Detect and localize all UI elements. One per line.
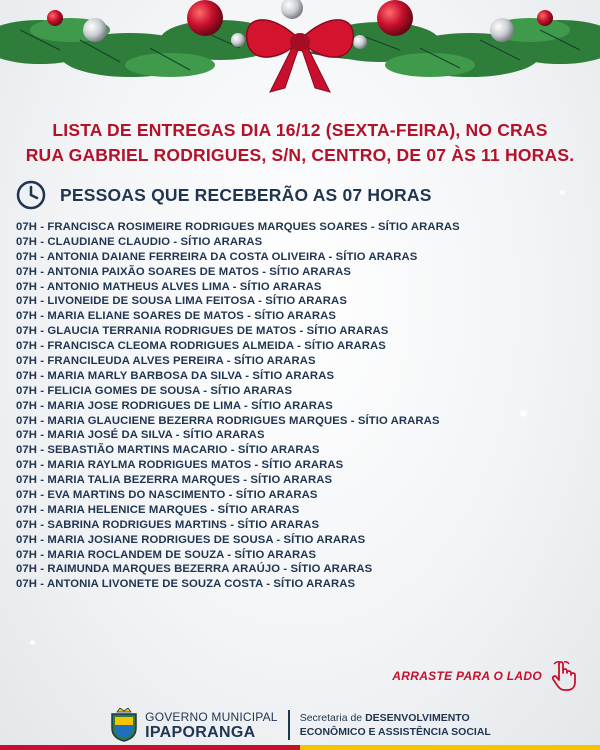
gov-label: GOVERNO MUNICIPAL <box>145 710 278 724</box>
swipe-hand-icon <box>550 660 578 692</box>
delivery-list <box>16 220 586 592</box>
list-item: 07H - MARIA JOSIANE RODRIGUES DE SOUSA - SÍTIO ARARAS <box>16 533 366 546</box>
list-item: 07H - FRANCISCA CLEOMA RODRIGUES ALMEIDA - SÍTIO ARARAS <box>16 340 386 353</box>
list-item: 07H - SABRINA RODRIGUES MARTINS - SÍTIO ARARAS <box>16 518 320 531</box>
list-item: 07H - LIVONEIDE DE SOUSA LIMA FEITOSA - SÍTIO ARARAS <box>16 295 347 308</box>
list-item: 07H - MARIA ROCLANDEM DE SOUZA - SÍTIO ARARAS <box>16 548 317 561</box>
municipal-crest-icon <box>109 708 139 742</box>
list-item: 07H - MARIA TALIA BEZERRA MARQUES - SÍTIO ARARAS <box>16 474 333 487</box>
government-logo <box>109 708 278 742</box>
footer-stripe <box>0 745 600 750</box>
clock-icon <box>16 180 46 210</box>
list-item: 07H - FRANCISCA ROSIMEIRE RODRIGUES MARQUES SOARES - SÍTIO ARARAS <box>16 221 460 233</box>
title-line-2: RUA GABRIEL RODRIGUES, S/N, CENTRO, DE 07 ÀS 11 HORAS. <box>25 145 575 165</box>
list-item: 07H - FRANCILEUDA ALVES PEREIRA - SÍTIO ARARAS <box>16 355 316 368</box>
city-name: IPAPORANGA <box>145 724 256 741</box>
page-title <box>0 118 600 168</box>
list-item: 07H - ANTONIA PAIXÃO SOARES DE MATOS - SÍTIO ARARAS <box>16 265 352 278</box>
secretariat-label <box>300 711 491 739</box>
list-item: 07H - MARIA MARLY BARBOSA DA SILVA - SÍTIO ARARAS <box>16 369 335 382</box>
list-item: 07H - MARIA GLAUCIENE BEZERRA RODRIGUES MARQUES - SÍTIO ARARAS <box>16 414 440 427</box>
list-item: 07H - ANTONIA LIVONETE DE SOUZA COSTA - SÍTIO ARARAS <box>16 578 356 591</box>
list-item: 07H - FELICIA GOMES DE SOUSA - SÍTIO ARARAS <box>16 384 293 397</box>
section-header <box>16 180 432 210</box>
secretariat-line-1 <box>300 711 491 725</box>
snow-dot <box>560 190 565 195</box>
list-item: 07H - MARIA JOSE RODRIGUES DE LIMA - SÍTIO ARARAS <box>16 399 333 412</box>
list-item: 07H - MARIA RAYLMA RODRIGUES MATOS - SÍTIO ARARAS <box>16 459 344 472</box>
list-item: 07H - ANTONIA DAIANE FERREIRA DA COSTA OLIVEIRA - SÍTIO ARARAS <box>16 250 418 263</box>
list-item: 07H - SEBASTIÃO MARTINS MACARIO - SÍTIO ARARAS <box>16 444 320 457</box>
title-line-1: LISTA DE ENTREGAS DIA 16/12 (SEXTA-FEIRA), NO CRAS <box>52 120 548 140</box>
list-item: 07H - MARIA ELIANE SOARES DE MATOS - SÍTIO ARARAS <box>16 310 336 323</box>
list-item: 07H - MARIA JOSÉ DA SILVA - SÍTIO ARARAS <box>16 429 265 442</box>
snow-dot <box>30 640 35 645</box>
list-item: 07H - CLAUDIANE CLAUDIO - SÍTIO ARARAS <box>16 235 263 248</box>
christmas-garland-decoration <box>0 0 600 100</box>
footer-divider <box>288 710 290 740</box>
list-item: 07H - RAIMUNDA MARQUES BEZERRA ARAÚJO - SÍTIO ARARAS <box>16 563 373 576</box>
secretariat-prefix: Secretaria de <box>299 712 366 724</box>
swipe-label: ARRASTE PARA O LADO <box>392 669 542 683</box>
secretariat-line-2: ECONÔMICO E ASSISTÊNCIA SOCIAL <box>299 726 491 738</box>
section-title: PESSOAS QUE RECEBERÃO AS 07 HORAS <box>60 184 432 205</box>
swipe-hint <box>392 660 578 692</box>
list-item: 07H - EVA MARTINS DO NASCIMENTO - SÍTIO ARARAS <box>16 489 318 502</box>
footer <box>0 700 600 750</box>
list-item: 07H - GLAUCIA TERRANIA RODRIGUES DE MATOS - SÍTIO ARARAS <box>16 325 389 338</box>
list-item: 07H - MARIA HELENICE MARQUES - SÍTIO ARARAS <box>16 503 300 516</box>
list-item: 07H - ANTONIO MATHEUS ALVES LIMA - SÍTIO ARARAS <box>16 280 322 293</box>
secretariat-bold: DESENVOLVIMENTO <box>365 712 470 724</box>
